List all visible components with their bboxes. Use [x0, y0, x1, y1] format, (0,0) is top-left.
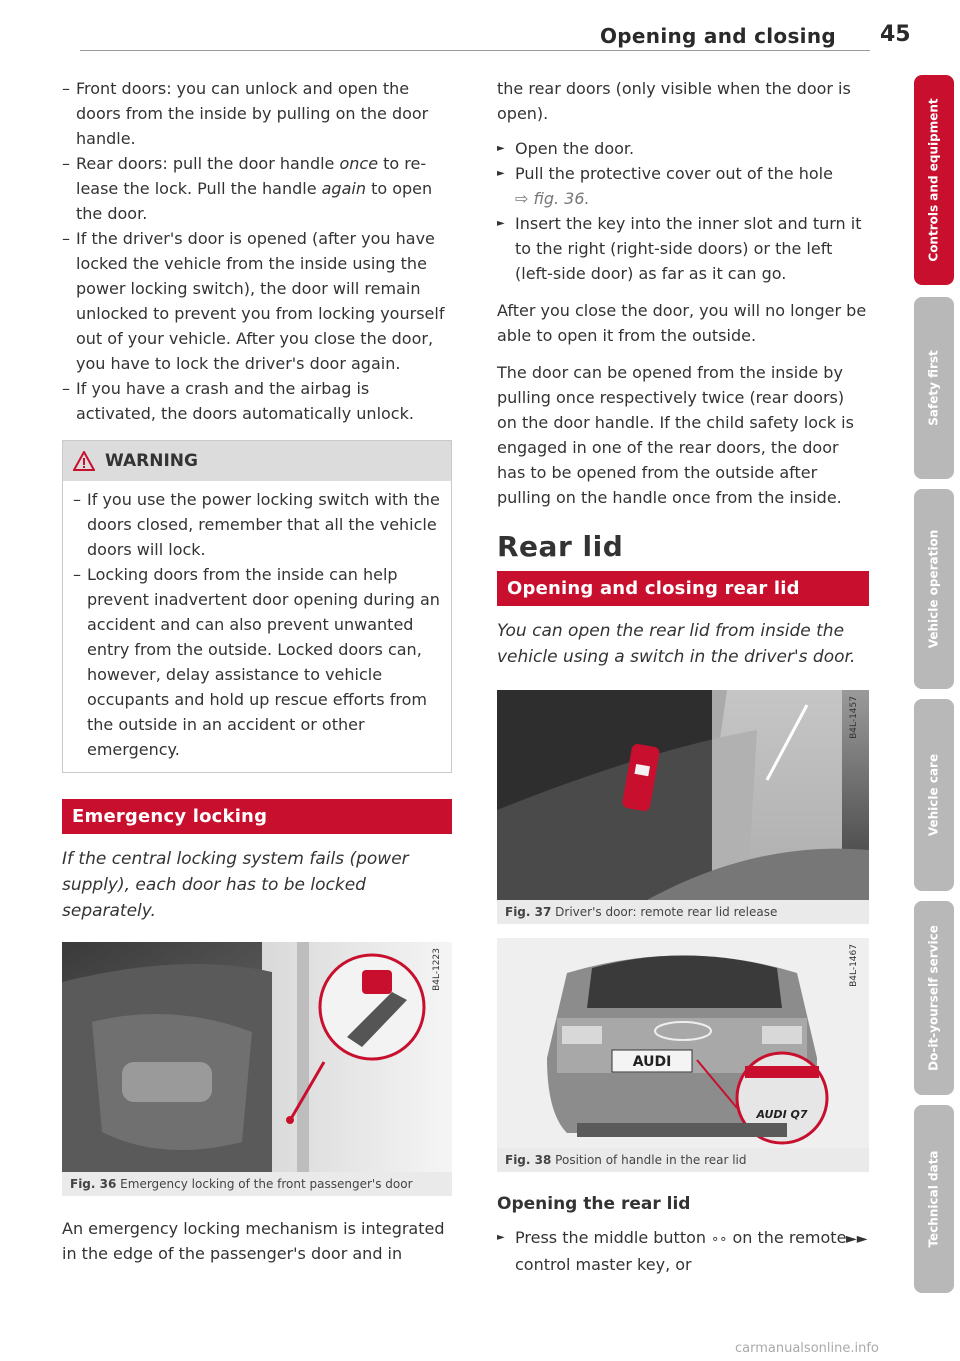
- paragraph: After you close the door, you will no longer be able to open it from the outside.: [497, 301, 867, 345]
- right-column: [497, 76, 869, 1277]
- warning-box: [62, 440, 452, 773]
- figure-code: B4L-1467: [849, 944, 859, 987]
- bullet-driver-door: – If the driver's door is opened (after you have locked the vehicle from the inside using the power locking switch), the door will remain unlocked to prevent you from locking yourself out of your vehicle. After you close the door, you have to lock the driver's door again.: [62, 226, 452, 376]
- badge-text: AUDI: [632, 1054, 672, 1070]
- step-item: ► Press the middle button ∘∘ on the remote control master key, or: [497, 1225, 869, 1277]
- bullet-crash: – If you have a crash and the airbag is activated, the doors automatically unlock.: [62, 376, 452, 426]
- warning-item: – If you use the power locking switch with the doors closed, remember that all the vehicle doors will lock.: [73, 487, 441, 562]
- warning-item: – Locking doors from the inside can help prevent inadvertent door opening during an accident and can also prevent unwanted entry from the outside. Locked doors can, however, delay assistance to vehicle occupants and hold up rescue efforts from the outside in an accident or other emergency.: [73, 562, 441, 762]
- warning-title: WARNING: [105, 450, 198, 471]
- rear-lid-intro: You can open the rear lid from inside the vehicle using a switch in the driver's door.: [497, 621, 856, 667]
- door-illustration: [62, 942, 452, 1172]
- step-item: ► Open the door.: [497, 136, 869, 161]
- warning-header: [63, 441, 451, 481]
- warning-body: [63, 481, 451, 772]
- watermark: carmanualsonline.info: [735, 1341, 879, 1356]
- continued-text: the rear doors (only visible when the door is open).: [497, 79, 851, 123]
- warning-triangle-icon: [73, 451, 95, 471]
- side-tab-safety[interactable]: Safety first: [914, 297, 954, 479]
- emergency-intro: If the central locking system fails (power supply), each door has to be locked separately.: [62, 849, 409, 921]
- paragraph: The door can be opened from the inside by pulling once respectively twice (rear doors) on the door handle. If the child safety lock is engaged in one of the rear doors, the door has to be opened from the outside after pulling on the handle once from the inside.: [497, 363, 854, 507]
- page-header-title: Opening and closing: [600, 24, 836, 48]
- section-title: Rear lid: [497, 530, 624, 563]
- figure-36-image: [62, 942, 452, 1172]
- continue-arrow-icon: ►►: [846, 1231, 868, 1247]
- bullet-front-doors: – Front doors: you can unlock and open the doors from the inside by pulling on the door handle.: [62, 76, 452, 151]
- opening-rear-lid-heading: Opening the rear lid: [497, 1194, 691, 1214]
- bullet-rear-doors: – Rear doors: pull the door handle once to re-lease the lock. Pull the handle again to open the door.: [62, 151, 452, 226]
- subsection-heading: Opening and closing rear lid: [497, 571, 869, 606]
- figure-36-caption: Fig. 36 Emergency locking of the front passenger's door: [62, 1172, 452, 1196]
- vehicle-rear-illustration: [497, 938, 869, 1148]
- step-item: ► Pull the protective cover out of the hole ⇨ fig. 36.: [497, 161, 869, 211]
- figure-code: B4L-1223: [432, 948, 442, 991]
- side-tab-controls[interactable]: Controls and equipment: [914, 75, 954, 285]
- figure-37-image: [497, 690, 869, 900]
- figure-38-image: [497, 938, 869, 1148]
- left-column: [62, 76, 452, 1266]
- emergency-locking-heading: Emergency locking: [62, 799, 452, 834]
- rear-lid-switch-illustration: [497, 690, 869, 900]
- side-tab-technical-data[interactable]: Technical data: [914, 1105, 954, 1293]
- plate-text: AUDI Q7: [756, 1108, 808, 1121]
- header-divider: [80, 50, 870, 51]
- side-tab-diy-service[interactable]: Do-it-yourself service: [914, 901, 954, 1095]
- step-item: ► Insert the key into the inner slot and turn it to the right (right-side doors) or the left (left-side door) as far as it can go.: [497, 211, 869, 286]
- side-tab-vehicle-operation[interactable]: Vehicle operation: [914, 489, 954, 689]
- figure-reference-link[interactable]: ⇨ fig. 36.: [515, 189, 590, 208]
- figure-38-caption: Fig. 38 Position of handle in the rear lid: [497, 1148, 869, 1172]
- emergency-body-text: An emergency locking mechanism is integrated in the edge of the passenger's door and in: [62, 1219, 445, 1263]
- page-number: 45: [880, 22, 911, 47]
- remote-key-icon: ∘∘: [711, 1232, 728, 1247]
- figure-37-caption: Fig. 37 Driver's door: remote rear lid release: [497, 900, 869, 924]
- side-tab-vehicle-care[interactable]: Vehicle care: [914, 699, 954, 891]
- figure-code: B4L-1457: [849, 696, 859, 739]
